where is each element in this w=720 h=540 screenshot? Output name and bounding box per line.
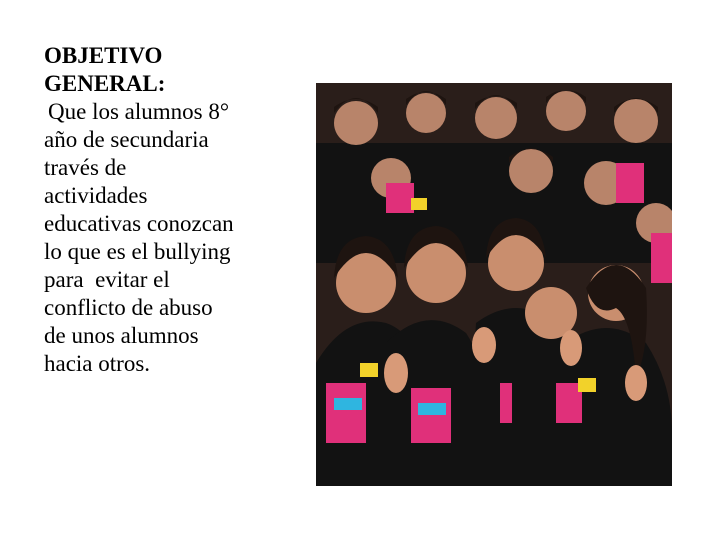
body-line: actividades [44, 183, 148, 208]
objective-heading [44, 42, 294, 98]
group-photo-students-pointing-icon [316, 83, 672, 486]
body-line: conflicto de abuso [44, 295, 213, 320]
group-photo [316, 83, 672, 486]
body-line: para evitar el [44, 267, 170, 292]
body-line: lo que es el bullying [44, 239, 231, 264]
body-line: educativas conozcan [44, 211, 234, 236]
body-line: hacia otros. [44, 351, 151, 376]
body-line: través de [44, 155, 127, 180]
objective-body [44, 98, 294, 378]
body-line: de unos alumnos [44, 323, 199, 348]
heading-line-1: OBJETIVO [44, 43, 163, 68]
heading-line-2: GENERAL: [44, 71, 166, 96]
body-line: Que los alumnos 8° [48, 99, 230, 124]
body-line: año de secundaria [44, 127, 209, 152]
objective-text-block [44, 42, 294, 378]
